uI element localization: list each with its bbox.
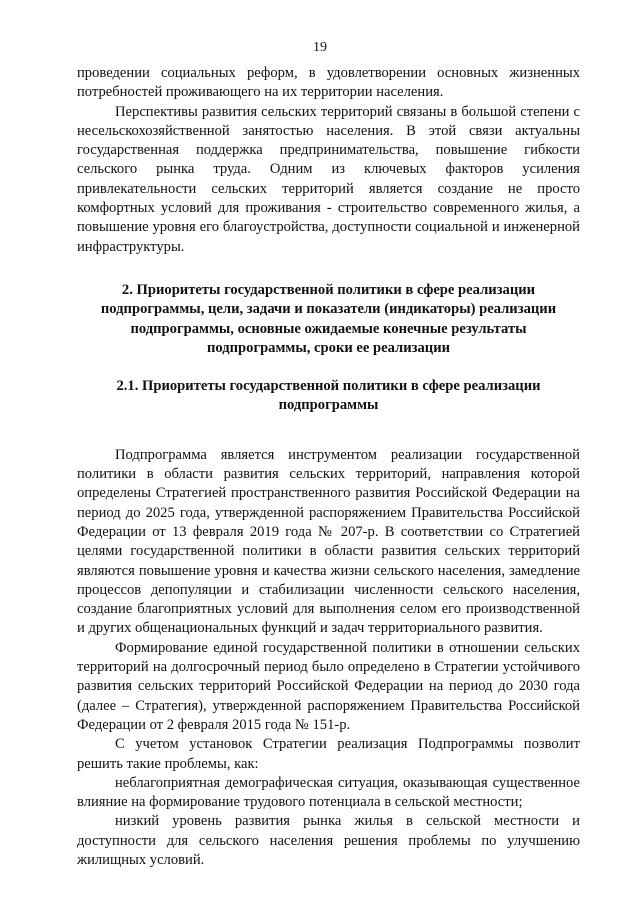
list-item-demographic: неблагоприятная демографическая ситуация, оказывающая существенное влияние на формирование трудового потенциала в сельской местности; <box>77 774 580 811</box>
page-number: 19 <box>313 40 327 55</box>
section-heading: 2. Приоритеты государственной политики в сфере реализации подпрограммы, цели, задачи и показатели (индикаторы) реализации подпрограммы, основные ожидаемые конечные результаты подпрограммы, сроки ее реализации <box>100 281 557 356</box>
paragraph-problems-intro: С учетом установок Стратегии реализация Подпрограммы позволит решить такие проблемы, как: <box>77 736 580 772</box>
paragraph-strategy-formation: Формирование единой государственной политики в отношении сельских территорий на долгосрочный период было определено в Стратегии устойчивого развития сельских территорий Российской Федерации на период до 2030 года (далее – Стратегия), утвержденной распоряжением Правительства Российской Федерации от 2 февраля 2015 года № 151-р. <box>77 639 580 733</box>
paragraph-continuation: проведении социальных реформ, в удовлетворении основных жизненных потребностей проживающего на их территории населения. <box>77 65 580 101</box>
page-content <box>77 64 580 870</box>
list-item-housing: низкий уровень развития рынка жилья в сельской местности и доступности для сельского населения решения проблемы по улучшению жилищных условий. <box>77 813 580 868</box>
paragraph-subprogram-instrument: Подпрограмма является инструментом реализации государственной политики в области развития сельских территорий, направления которой определены Стратегией пространственного развития Российской Федерации на период до 2025 года, утвержденной распоряжением Правительства Российской Федерации от 13 февраля 2019 года № 207-р. В соответствии со Стратегией целями государственной политики в области развития сельских территорий являются повышение уровня и качества жизни сельского населения, замедление процессов депопуляции и стабилизации численности сельского населения, создание благоприятных условий для выполнения селом его производственной и других общенациональных функций и задач территориального развития. <box>77 446 580 637</box>
subsection-heading: 2.1. Приоритеты государственной политики в сфере реализации подпрограммы <box>116 378 541 414</box>
paragraph-prospects: Перспективы развития сельских территорий связаны в большой степени с несельскохозяйственной занятостью населения. В этой связи актуальны государственная поддержка предпринимательства, повышение гибкости сельского рынка труда. Одним из ключевых факторов усиления привлекательности сельских территорий является создание не просто комфортных условий для проживания - строительство современного жилья, а повышение уровня его благоустройства, доступности социальной и инженерной инфраструктуры. <box>77 103 580 255</box>
